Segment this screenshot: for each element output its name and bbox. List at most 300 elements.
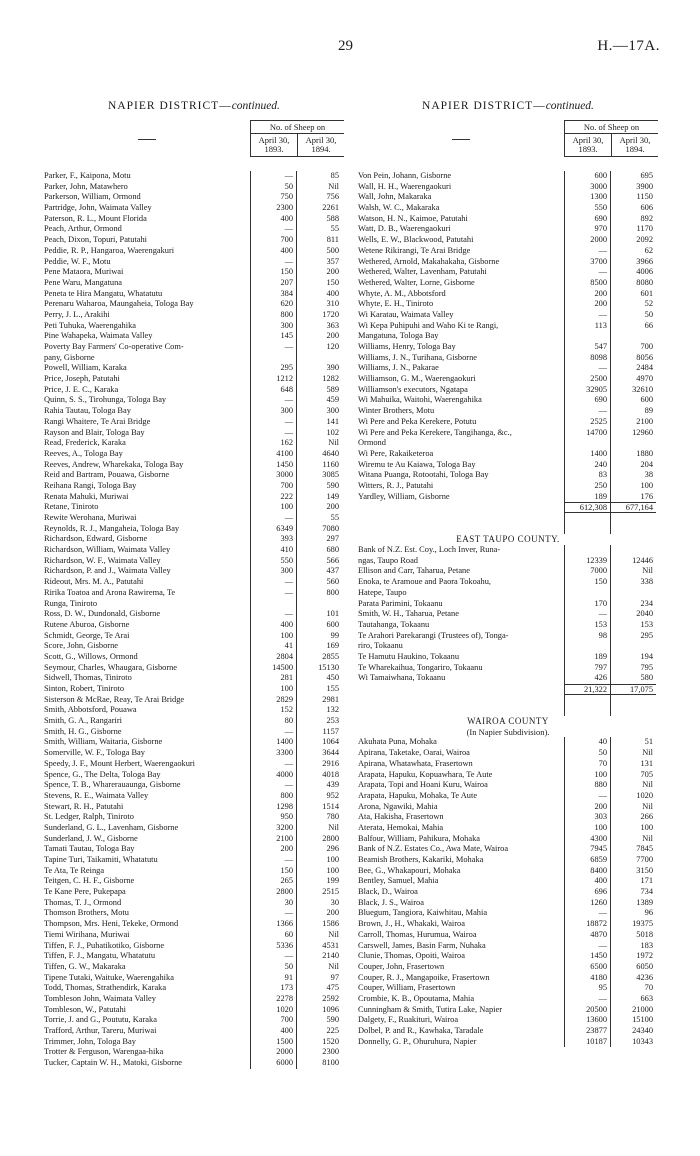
sheep-1893: 18872	[564, 919, 610, 930]
sheep-1894: 7700	[610, 855, 656, 866]
sheep-1893: 300	[250, 406, 296, 417]
sheep-1894: 120	[296, 342, 342, 353]
sheep-1894: 2592	[296, 994, 342, 1005]
sheep-1893: 207	[250, 278, 296, 289]
owner-name: Ross, D. W., Dundonald, Gisborne	[44, 609, 161, 619]
sheep-1893: 2829	[250, 695, 296, 706]
owner-name: Apirana, Whatawhata, Frasertown	[358, 758, 473, 768]
table-row	[44, 278, 344, 289]
owner-name: Bluegum, Tangiora, Kaiwhitau, Mahia	[358, 908, 488, 918]
sheep-1893: 14500	[250, 663, 296, 674]
sheep-1893: —	[250, 513, 296, 524]
left-column	[44, 98, 344, 1069]
table-row	[44, 406, 344, 417]
table-row	[44, 1015, 344, 1026]
table-row	[358, 385, 658, 396]
sheep-1893: 550	[564, 203, 610, 214]
table-row	[358, 588, 658, 599]
sheep-1893: 8500	[564, 278, 610, 289]
owner-name: Richardson, William, Waimata Valley	[44, 545, 171, 555]
sheep-1893: 970	[564, 224, 610, 235]
owner-name: Brown, J., H., Whakaki, Wairoa	[358, 919, 465, 929]
sheep-1893: —	[564, 994, 610, 1005]
table-row	[44, 235, 344, 246]
table-row	[358, 823, 658, 834]
sheep-1893: 797	[564, 663, 610, 674]
owner-name: Thomson Brothers, Motu	[44, 908, 129, 918]
owner-name: Scott, G., Willows, Ormond	[44, 651, 138, 661]
sheep-1894	[610, 588, 656, 599]
owner-name: Richardson, W. F., Waimata Valley	[44, 555, 161, 565]
sheep-1894: 1514	[296, 802, 342, 813]
sheep-1894: 55	[296, 224, 342, 235]
table-row	[44, 727, 344, 738]
owner-name: Arona, Ngawiki, Mahia	[358, 801, 438, 811]
sheep-1894: 2800	[296, 834, 342, 845]
sheep-1893: 240	[564, 460, 610, 471]
sheep-1893: 384	[250, 289, 296, 300]
table-row	[44, 737, 344, 748]
table-row	[358, 737, 658, 748]
sheep-1893: —	[250, 609, 296, 620]
column-title: NAPIER DISTRICT—continued.	[108, 100, 280, 112]
owner-name: Walsh, W. C., Makaraka	[358, 203, 440, 213]
sheep-1893: 7945	[564, 844, 610, 855]
owner-name: Wi Pere and Peka Kerekere, Potutu	[358, 416, 477, 426]
owner-name: Bank of N.Z. Estates Co., Awa Mate, Wairoa	[358, 844, 509, 854]
owner-name: Wi Karatau, Waimata Valley	[358, 309, 454, 319]
sheep-1894: 450	[296, 673, 342, 684]
sheep-1893: 2300	[250, 203, 296, 214]
owner-name: Parker, John, Matawhero	[44, 181, 128, 191]
spacer-row	[358, 705, 658, 716]
sheep-1893: 620	[250, 299, 296, 310]
sheep-1894: 4236	[610, 973, 656, 984]
sheep-1894: 234	[610, 599, 656, 610]
owner-name: Witana Puanga, Rotootahi, Tologa Bay	[358, 470, 489, 480]
table-row	[44, 663, 344, 674]
sheep-1894: 400	[296, 289, 342, 300]
sheep-1894: 141	[296, 417, 342, 428]
owner-name: Smith, W. H., Taharua, Petane	[358, 609, 459, 619]
sheep-1893: 100	[250, 684, 296, 695]
sheep-1894: 1520	[296, 1037, 342, 1048]
sheep-1894: 2100	[610, 417, 656, 428]
owner-name: Poverty Bay Farmers' Co-operative Com-	[44, 342, 184, 351]
sheep-1894: 295	[610, 631, 656, 642]
table-row	[44, 385, 344, 396]
table-row	[44, 460, 344, 471]
sheep-1893	[564, 641, 610, 652]
table-row	[358, 1037, 658, 1048]
table-row	[358, 1026, 658, 1037]
sheep-1893: 2500	[564, 374, 610, 385]
owner-name	[358, 524, 564, 535]
owner-name: Carswell, James, Basin Farm, Nuhaka	[358, 940, 486, 950]
sheep-1894	[610, 331, 656, 342]
owner-name: Williams, J. N., Pakarae	[358, 363, 439, 373]
table-row	[44, 844, 344, 855]
table-row	[358, 577, 658, 588]
table-row	[358, 246, 658, 257]
sheep-1893: —	[250, 342, 296, 353]
table-row	[358, 192, 658, 203]
table-row	[358, 748, 658, 759]
sheep-1893: —	[250, 577, 296, 588]
owner-name: Paterson, R. L., Mount Florida	[44, 213, 147, 223]
sheep-1893: 1450	[564, 951, 610, 962]
sheep-1893: 170	[564, 599, 610, 610]
sheep-1894: 200	[296, 502, 342, 513]
sheep-1893: 2278	[250, 994, 296, 1005]
table-row	[44, 684, 344, 695]
owner-name: Ormond	[358, 438, 386, 448]
owner-name: Reid and Bartram, Pouawa, Gisborne	[44, 470, 170, 480]
owner-name: Peach, Arthur, Ormond	[44, 224, 122, 234]
owner-name: Spence, T. B., Wharerauaunga, Gisborne	[44, 780, 181, 790]
owner-name: Schmidt, George, Te Arai	[44, 630, 130, 640]
year-1894-header: April 30, 1894.	[298, 134, 345, 157]
owner-name: Bank of N.Z. Est. Coy., Loch Inver, Runa-	[358, 545, 501, 555]
owner-name: Rewite Werohana, Muriwai	[44, 513, 137, 522]
sheep-1893	[564, 524, 610, 535]
sheep-1894	[610, 705, 656, 716]
sheep-1893: 32905	[564, 385, 610, 396]
sheep-1893: 113	[564, 321, 610, 332]
owner-name: Wi Kepa Puhipuhi and Waho Ki te Rangi,	[358, 320, 499, 330]
table-row	[358, 395, 658, 406]
sheep-1893: —	[250, 417, 296, 428]
owner-name: Rutene Aburoa, Gisborne	[44, 619, 130, 629]
table-row	[44, 770, 344, 781]
sheep-1893: 150	[250, 267, 296, 278]
sheep-1893: 4870	[564, 930, 610, 941]
table-row	[44, 182, 344, 193]
sheep-1893: —	[564, 791, 610, 802]
owner-name: Ririka Toatoa and Arona Rawirema, Te	[44, 587, 176, 597]
owner-name: Rideout, Mrs. M. A., Patutahi	[44, 577, 144, 587]
sheep-1894: 296	[296, 844, 342, 855]
sheep-1893: 880	[564, 780, 610, 791]
sheep-1894: 102	[296, 428, 342, 439]
table-row	[44, 492, 344, 503]
owner-name: Peddie, R. P., Hangaroa, Waerengakuri	[44, 245, 175, 255]
owner-name: Wall, John, Makaraka	[358, 192, 432, 202]
table-row	[358, 759, 658, 770]
sheep-1893: —	[564, 908, 610, 919]
owner-name: Williams, Henry, Tologa Bay	[358, 342, 456, 351]
sheep-1894: 150	[296, 278, 342, 289]
sheep-1893: 2100	[250, 834, 296, 845]
table-row	[44, 449, 344, 460]
sheep-1894: 132	[296, 705, 342, 716]
sheep-1893	[564, 331, 610, 342]
table-row	[358, 449, 658, 460]
sheep-1893: 700	[250, 481, 296, 492]
owner-name: Reynolds, R. J., Mangaheia, Tologa Bay	[44, 523, 180, 533]
sheep-1894: 253	[296, 716, 342, 727]
section-heading: WAIROA COUNTY	[467, 716, 549, 727]
sheep-1894: 1389	[610, 898, 656, 909]
owner-name: Yardley, William, Gisborne	[358, 491, 450, 501]
owner-name: Parker, F., Kaipona, Motu	[44, 171, 131, 180]
sheep-1894: 2515	[296, 887, 342, 898]
owner-name: Read, Frederick, Karaka	[44, 438, 126, 448]
sheep-1893: —	[564, 609, 610, 620]
sheep-1893: —	[250, 908, 296, 919]
table-row	[44, 524, 344, 535]
sheep-1893: 1020	[250, 1005, 296, 1016]
owner-name: Ellison and Carr, Taharua, Petane	[358, 566, 470, 576]
table-row	[44, 566, 344, 577]
sheep-1894: 100	[296, 855, 342, 866]
sheep-1893: 1366	[250, 919, 296, 930]
owner-name: Parkerson, William, Ormond	[44, 192, 141, 202]
owner-name: Ata, Hakisha, Frasertown	[358, 812, 444, 822]
owner-name: Couper, John, Frasertown	[358, 961, 445, 971]
sheep-1894: 97	[296, 973, 342, 984]
owner-name: Seymour, Charles, Whaugara, Gisborne	[44, 662, 178, 672]
table-row	[44, 1037, 344, 1048]
table-row	[44, 1058, 344, 1069]
sheep-1893: —	[250, 727, 296, 738]
column-title: NAPIER DISTRICT—continued.	[422, 100, 594, 112]
sheep-1894: 756	[296, 192, 342, 203]
sheep-1894: 101	[296, 609, 342, 620]
owner-name: St. Ledger, Ralph, Tiniroto	[44, 812, 134, 822]
owner-name: Balfour, William, Pahikura, Mohaka	[358, 833, 480, 843]
section-heading: EAST TAUPO COUNTY.	[456, 534, 560, 545]
table-row	[44, 438, 344, 449]
total-row	[358, 502, 658, 513]
sheep-1893: 3000	[250, 470, 296, 481]
table-row	[358, 887, 658, 898]
owner-name	[358, 695, 564, 706]
sheep-1894: 952	[296, 791, 342, 802]
owner-name: Richardson, P. and J., Waimata Valley	[44, 566, 171, 576]
owner-name: Trimmer, John, Tologa Bay	[44, 1036, 136, 1046]
sheep-1894: 459	[296, 395, 342, 406]
sheep-1894: 600	[610, 395, 656, 406]
owner-name: Tiffen, F. J., Mangatu, Whatatutu	[44, 951, 156, 961]
sheep-1894	[610, 513, 656, 524]
owner-name: Wi Tamaiwhana, Tokaanu	[358, 673, 446, 683]
column-header-table	[358, 120, 658, 157]
owner-name: Tiffen, F. J., Puhatikotiko, Gisborne	[44, 940, 165, 950]
sheep-1894: 5018	[610, 930, 656, 941]
sheep-1894: 500	[296, 246, 342, 257]
table-row	[358, 876, 658, 887]
sheep-1893: 550	[250, 556, 296, 567]
sheep-1894: 600	[296, 620, 342, 631]
table-row	[358, 973, 658, 984]
owner-name: Pine Wahapeka, Waimata Valley	[44, 331, 153, 341]
table-row	[44, 834, 344, 845]
sheep-1893: 14700	[564, 428, 610, 439]
table-row	[358, 299, 658, 310]
sheep-1893: 400	[250, 1026, 296, 1037]
owner-name: Hatepe, Taupo	[358, 587, 407, 597]
table-row	[358, 1015, 658, 1026]
sheep-1893: 6859	[564, 855, 610, 866]
sheep-1894: 52	[610, 299, 656, 310]
table-row	[44, 513, 344, 524]
sheep-1894: 1157	[296, 727, 342, 738]
spacer-row	[358, 524, 658, 535]
sheep-1894: 580	[610, 673, 656, 684]
sheep-1893: 152	[250, 705, 296, 716]
table-row	[358, 224, 658, 235]
owner-name: Sunderland, G. L., Lavenham, Gisborne	[44, 822, 179, 832]
table-row	[358, 342, 658, 353]
table-row	[44, 609, 344, 620]
sheep-1893: 8400	[564, 866, 610, 877]
sheep-1894: Nil	[610, 748, 656, 759]
sheep-1893: 2000	[564, 235, 610, 246]
sheep-1894: 811	[296, 235, 342, 246]
table-row	[358, 770, 658, 781]
sheep-1894: 2300	[296, 1047, 342, 1058]
sheep-1893: 83	[564, 470, 610, 481]
sheep-1893: 426	[564, 673, 610, 684]
owner-name: Te Hamutu Haukino, Tokaanu	[358, 651, 460, 661]
table-row	[44, 599, 344, 610]
sheep-1894: 338	[610, 577, 656, 588]
owner-name: Tapine Turi, Taikamiti, Whatatutu	[44, 855, 158, 864]
owner-name: Smith, William, Waitaria, Gisborne	[44, 737, 163, 747]
table-row	[44, 417, 344, 428]
sheep-1893: 2000	[250, 1047, 296, 1058]
table-row	[358, 812, 658, 823]
sheep-1893: 30	[250, 898, 296, 909]
sheep-1894: 1150	[610, 192, 656, 203]
sheep-1894	[296, 353, 342, 364]
sheep-1894: 8080	[610, 278, 656, 289]
sheep-count-header: No. of Sheep on	[565, 121, 659, 134]
sheep-1893: 4100	[250, 449, 296, 460]
table-row	[44, 342, 344, 353]
sheep-1893: 162	[250, 438, 296, 449]
sheep-1893: 393	[250, 534, 296, 545]
owner-name: Parata Parimini, Tokaanu	[358, 598, 443, 608]
owner-name: Pene Mataora, Muriwai	[44, 267, 124, 277]
sheep-1893: 1400	[250, 737, 296, 748]
sheep-1893: —	[250, 759, 296, 770]
sheep-1893: 281	[250, 673, 296, 684]
sheep-1893: —	[564, 941, 610, 952]
sheep-count-header: No. of Sheep on	[251, 121, 345, 134]
sheep-1893: 13600	[564, 1015, 610, 1026]
owner-name: Retane, Tiniroto	[44, 502, 99, 512]
owner-name: Runga, Tiniroto	[44, 598, 98, 608]
sheep-1894: 183	[610, 941, 656, 952]
sheep-1893: 612,308	[564, 502, 610, 513]
owner-name: Arapata, Hapuku, Kopuawhara, Te Aute	[358, 769, 493, 779]
table-row	[44, 267, 344, 278]
owner-name: Sisterson & McRae, Reay, Te Arai Bridge	[44, 694, 185, 704]
table-row	[358, 951, 658, 962]
sheep-1894: 363	[296, 321, 342, 332]
table-row	[358, 652, 658, 663]
sheep-1893: —	[564, 267, 610, 278]
table-row	[358, 331, 658, 342]
sheep-1894: Nil	[610, 834, 656, 845]
table-row	[44, 641, 344, 652]
sheep-1894: Nil	[296, 438, 342, 449]
sheep-1894: Nil	[610, 566, 656, 577]
owner-list	[358, 171, 658, 1047]
table-row	[44, 887, 344, 898]
table-row	[44, 898, 344, 909]
table-row	[358, 182, 658, 193]
sheep-1894: 892	[610, 214, 656, 225]
owner-list	[44, 171, 344, 1069]
sheep-1894	[610, 524, 656, 535]
table-row	[358, 353, 658, 364]
owner-name: Couper, William, Frasertown	[358, 983, 456, 993]
owner-name: Black, J. S., Wairoa	[358, 897, 424, 907]
sheep-1893: 1400	[564, 449, 610, 460]
table-row	[358, 609, 658, 620]
owner-name: Tiffen, G. W., Makaraka	[44, 961, 126, 971]
owner-name: Quinn, S. S., Tirohunga, Tologa Bay	[44, 395, 167, 405]
sheep-1893: 547	[564, 342, 610, 353]
table-row	[44, 962, 344, 973]
sheep-1893: 8098	[564, 353, 610, 364]
table-row	[44, 428, 344, 439]
table-row	[44, 951, 344, 962]
owner-name: Aterata, Hemokai, Mahia	[358, 822, 444, 832]
owner-name: Spence, G., The Delta, Tologa Bay	[44, 769, 161, 779]
table-row	[358, 930, 658, 941]
sheep-1893: 50	[564, 748, 610, 759]
sheep-1894: 99	[296, 631, 342, 642]
sheep-1894: 100	[610, 481, 656, 492]
sheep-1894: 96	[610, 908, 656, 919]
sheep-1893: 1260	[564, 898, 610, 909]
sheep-1893: 6000	[250, 1058, 296, 1069]
owner-name: Thomas, T. J., Ormond	[44, 897, 122, 907]
owner-name: Tiemi Wirihana, Muriwai	[44, 929, 130, 939]
owner-name: Peach, Dixon, Topuri, Patutahi	[44, 235, 148, 245]
sheep-1894: 2092	[610, 235, 656, 246]
sheep-1893: 800	[250, 310, 296, 321]
owner-name: Tipene Tutaki, Waituke, Waerengahika	[44, 972, 174, 982]
table-row	[44, 299, 344, 310]
sheep-1894: 310	[296, 299, 342, 310]
sheep-1894: 100	[296, 866, 342, 877]
sheep-1894: 204	[610, 460, 656, 471]
owner-name: Price, J. E. C., Karaka	[44, 384, 119, 394]
owner-name: Smith, Abbotsford, Pouawa	[44, 705, 137, 715]
sheep-1894: 4640	[296, 449, 342, 460]
table-row	[358, 780, 658, 791]
owner-name: Reihana Rangi, Tologa Bay	[44, 480, 137, 490]
table-row	[44, 802, 344, 813]
page-number: 29	[338, 38, 353, 54]
sheep-1894: 589	[296, 385, 342, 396]
sheep-1893: 50	[250, 182, 296, 193]
sheep-1894: 2261	[296, 203, 342, 214]
table-row	[358, 663, 658, 674]
owner-name: Mangatuna, Tologa Bay	[358, 331, 439, 341]
sheep-1894: 1096	[296, 1005, 342, 1016]
table-row	[358, 321, 658, 332]
sheep-1894: 131	[610, 759, 656, 770]
sheep-1894: 700	[610, 342, 656, 353]
section-subheading: (In Napier Subdivision).	[466, 726, 550, 737]
sheep-1893: 3200	[250, 823, 296, 834]
